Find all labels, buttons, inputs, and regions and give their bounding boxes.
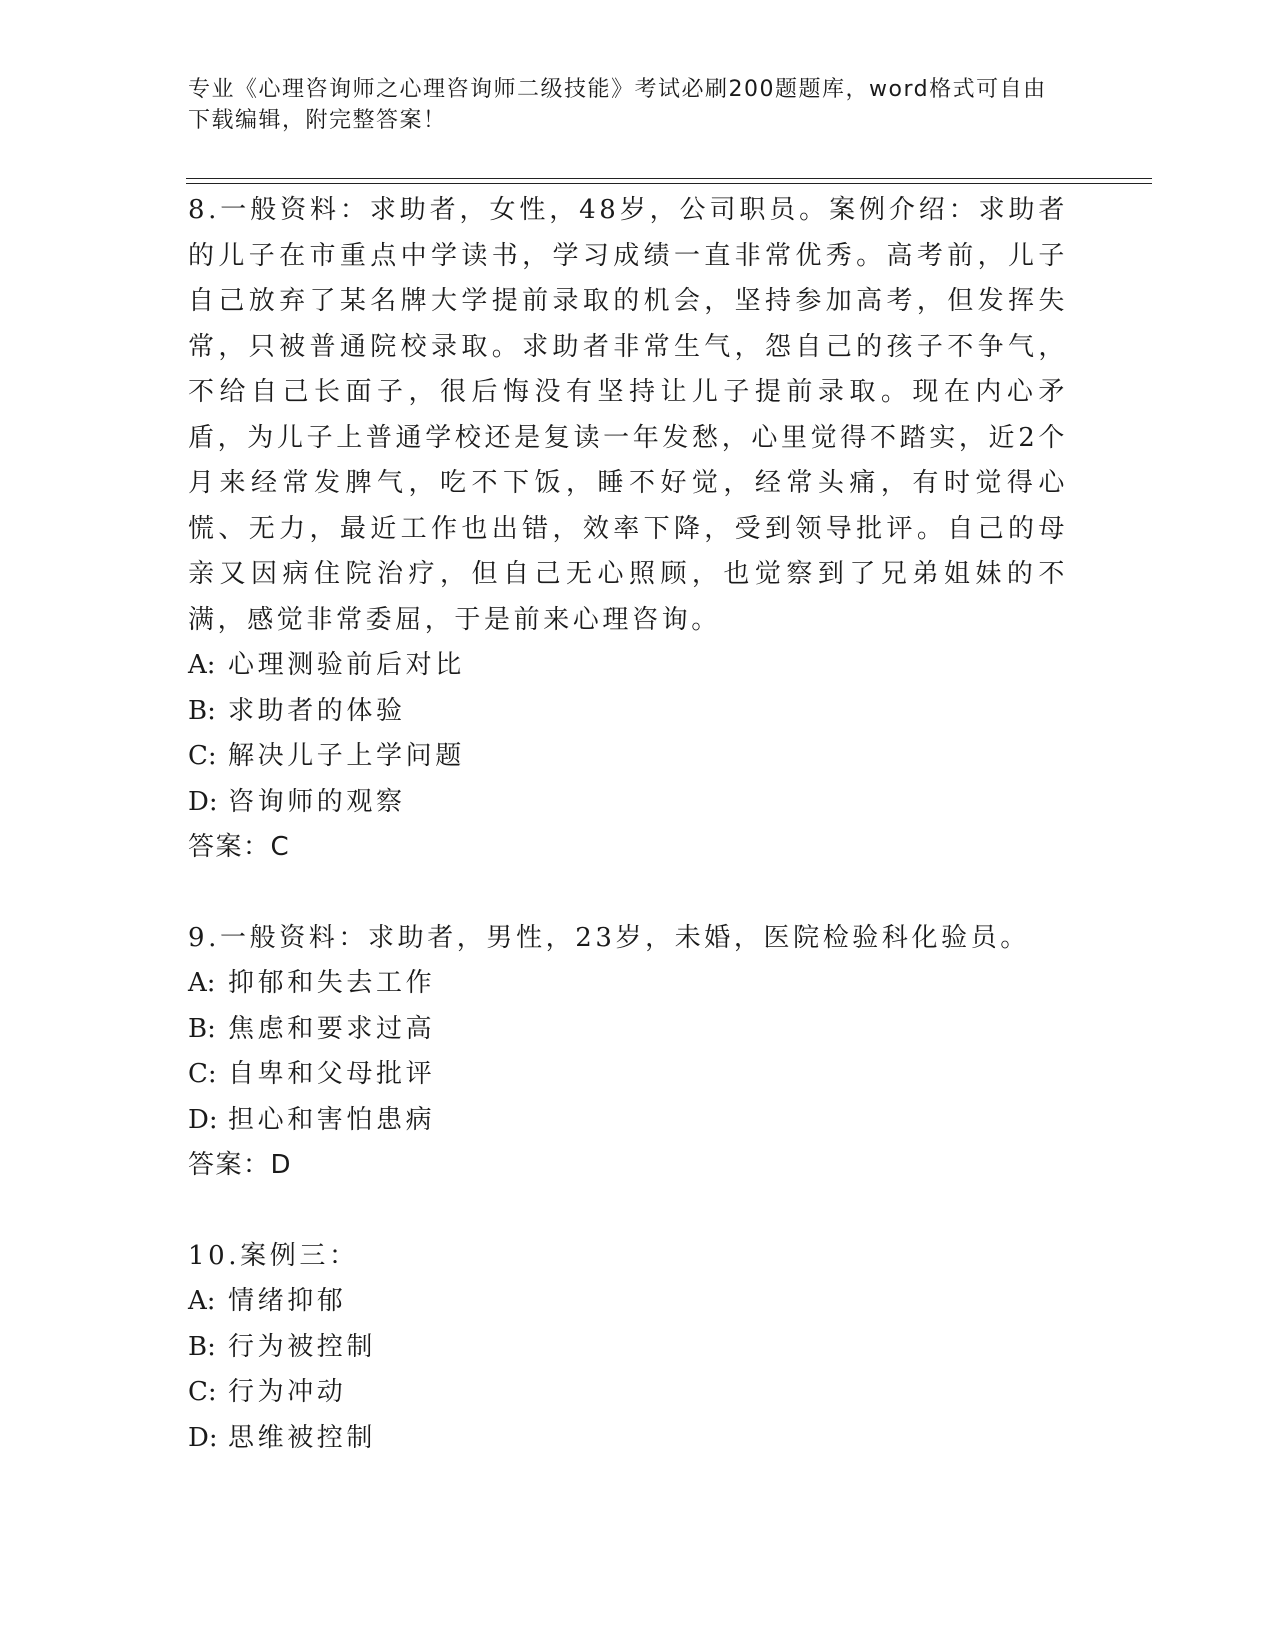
document-header: 专业《心理咨询师之心理咨询师二级技能》考试必刷200题题库，word格式可自由下载编辑，附完整答案！: [188, 77, 1047, 133]
option-key: D:: [188, 1104, 218, 1135]
option-a: [188, 1279, 1068, 1325]
option-d: [188, 780, 1068, 826]
option-c: [188, 1052, 1068, 1098]
option-text: 自卑和父母批评: [228, 1059, 436, 1089]
option-text: 情绪抑郁: [228, 1286, 347, 1316]
question-list: [188, 188, 1068, 1506]
option-key: A:: [188, 968, 216, 998]
option-key: A:: [188, 650, 216, 680]
option-key: B:: [188, 695, 216, 726]
option-a: [188, 643, 1068, 689]
question-block: [188, 188, 1068, 871]
header-rule-bottom: [186, 183, 1152, 184]
option-text: 担心和害怕患病: [228, 1104, 436, 1135]
option-key: C:: [188, 1059, 217, 1089]
option-c: [188, 734, 1068, 780]
option-d: [188, 1416, 1068, 1462]
option-text: 咨询师的观察: [228, 786, 406, 817]
option-key: C:: [188, 1377, 217, 1407]
option-b: [188, 1325, 1068, 1371]
option-text: 解决儿子上学问题: [228, 741, 465, 771]
option-b: [188, 689, 1068, 735]
question-block: [188, 1234, 1068, 1462]
option-text: 抑郁和失去工作: [228, 968, 436, 998]
option-c: [188, 1370, 1068, 1416]
option-key: D:: [188, 786, 218, 817]
option-key: C:: [188, 741, 217, 771]
option-key: B:: [188, 1331, 216, 1362]
option-text: 思维被控制: [228, 1422, 377, 1453]
option-text: 行为被控制: [228, 1331, 377, 1362]
option-text: 行为冲动: [228, 1377, 347, 1407]
question-stem: 8.一般资料：求助者，女性，48岁，公司职员。案例介绍：求助者的儿子在市重点中学读书，学习成绩一直非常优秀。高考前，儿子自己放弃了某名牌大学提前录取的机会，坚持参加高考，但发挥失常，只被普通院校录取。求助者非常生气，怨自己的孩子不争气，不给自己长面子，很后悔没有坚持让儿子提前录取。现在内心矛盾，为儿子上普通学校还是复读一年发愁，心里觉得不踏实，近2个月来经常发脾气，吃不下饭，睡不好觉，经常头痛，有时觉得心慌、无力，最近工作也出错，效率下降，受到领导批评。自己的母亲又因病住院治疗，但自己无心照顾，也觉察到了兄弟姐妹的不满，感觉非常委屈，于是前来心理咨询。: [188, 195, 1068, 635]
option-d: [188, 1098, 1068, 1144]
question-stem: 10.案例三：: [188, 1240, 359, 1271]
option-key: A:: [188, 1286, 216, 1316]
option-text: 心理测验前后对比: [228, 650, 465, 680]
option-text: 求助者的体验: [228, 695, 406, 726]
option-a: [188, 961, 1068, 1007]
option-key: B:: [188, 1013, 216, 1044]
question-block: [188, 916, 1068, 1189]
option-b: [188, 1007, 1068, 1053]
answer-line: 答案：C: [188, 832, 291, 862]
option-text: 焦虑和要求过高: [228, 1013, 436, 1044]
header-rule-top: [186, 178, 1152, 179]
option-key: D:: [188, 1422, 218, 1453]
answer-line: 答案：D: [188, 1150, 293, 1180]
question-stem: 9.一般资料：求助者，男性，23岁，未婚，医院检验科化验员。: [188, 922, 1030, 953]
